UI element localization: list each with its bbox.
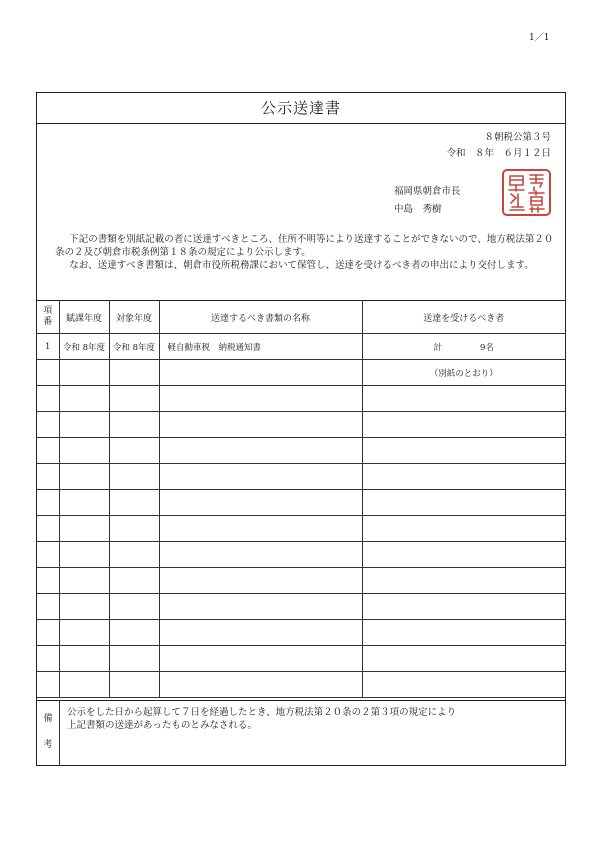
table-row	[37, 438, 565, 464]
table-row	[37, 568, 565, 594]
recipient-total-label: 計	[433, 342, 443, 353]
table-row	[37, 334, 565, 360]
issuer-title: 福岡県朝倉市長	[394, 186, 461, 197]
notice-body	[55, 233, 555, 272]
table-row	[37, 490, 565, 516]
issue-date: 令和 ８年 ６月１２日	[446, 148, 551, 159]
document-title: 公示送達書	[37, 93, 565, 124]
table-row	[37, 620, 565, 646]
issuer-name: 中島 秀樹	[394, 204, 442, 215]
row-document-name: 軽自動車税 納税通知書	[159, 334, 362, 360]
header-recipient: 送達を受けるべき者	[362, 301, 565, 334]
documents-table	[37, 300, 565, 698]
table-row	[37, 386, 565, 412]
remarks-label: 備 考	[37, 701, 60, 766]
header-target-year: 対象年度	[109, 301, 159, 334]
header-item-no: 項 番	[37, 301, 59, 334]
official-seal-icon	[502, 169, 551, 216]
header-tax-year: 賦課年度	[59, 301, 109, 334]
table-row	[37, 672, 565, 698]
row-tax-year: 令和 8年度	[59, 334, 109, 360]
row-target-year: 令和 8年度	[109, 334, 159, 360]
remarks-section	[37, 700, 565, 766]
page-number: 1／1	[529, 33, 550, 43]
notice-frame	[36, 92, 566, 766]
document-number: ８朝税公第３号	[484, 132, 551, 143]
notice-paragraph-1: 下記の書類を別紙記載の者に送達すべきところ、住所不明等により送達することができないので、地方税法第２０条の２及び朝倉市税条例第１８条の規定により公示します。	[55, 234, 554, 258]
recipient-note: （別紙のとおり）	[362, 360, 565, 386]
table-row	[37, 516, 565, 542]
header-document-name: 送達するべき書類の名称	[159, 301, 362, 334]
recipient-count: 9名	[480, 342, 494, 353]
notice-paragraph-2: なお、送達すべき書類は、朝倉市役所税務課において保管し、送達を受けるべき者の申出により交付します。	[69, 260, 534, 271]
table-header-row	[37, 301, 565, 334]
row-recipient	[362, 334, 565, 360]
table-row	[37, 360, 565, 386]
remarks-text: 公示をした日から起算して７日を経過したとき、地方税法第２０条の２第３項の規定により 上記書類の送達があったものとみなされる。	[67, 707, 457, 731]
row-no: 1	[37, 334, 59, 360]
table-row	[37, 542, 565, 568]
table-row	[37, 646, 565, 672]
table-row	[37, 412, 565, 438]
table-row	[37, 464, 565, 490]
table-row	[37, 594, 565, 620]
